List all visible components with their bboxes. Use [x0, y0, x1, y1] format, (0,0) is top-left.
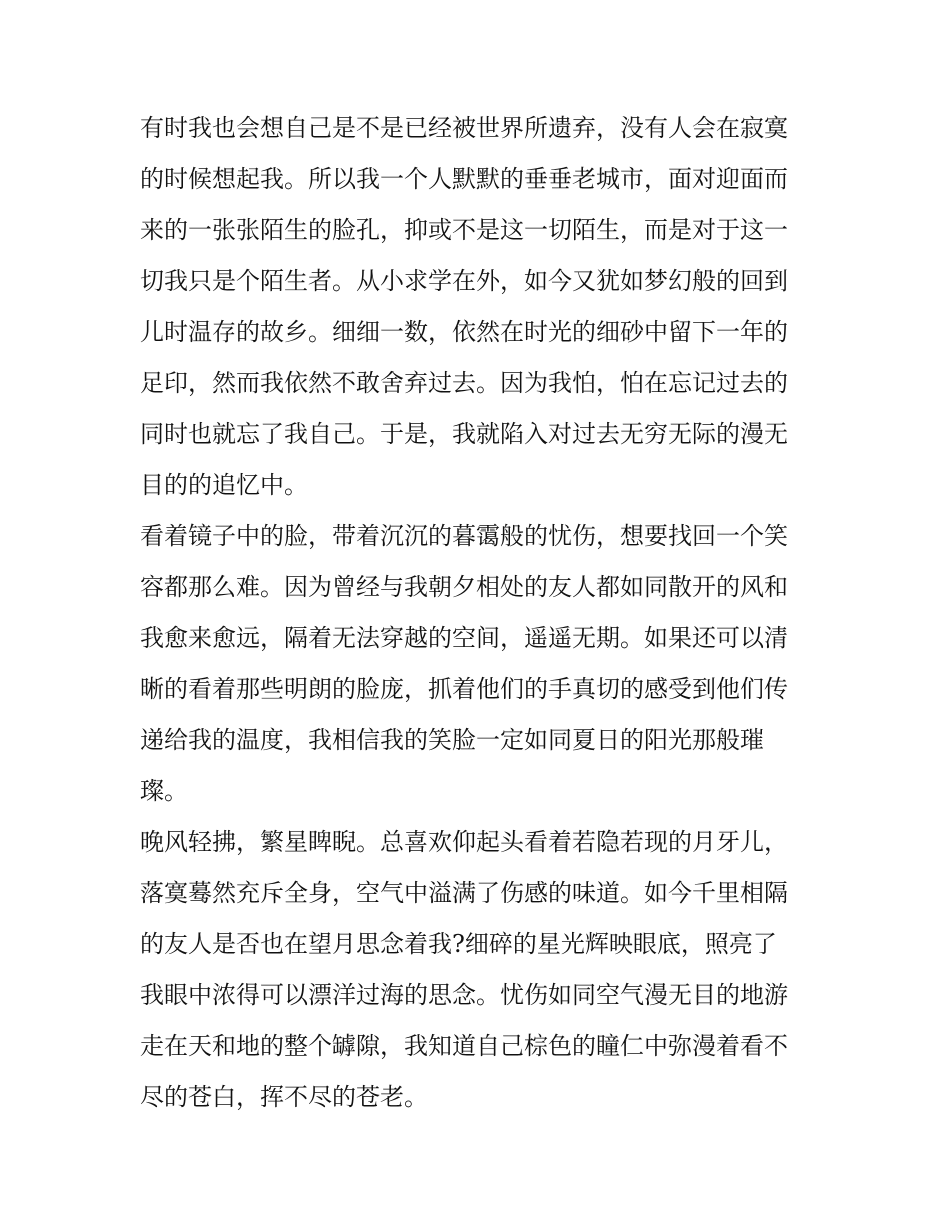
text-line: 切我只是个陌生者。从小求学在外，如今又犹如梦幻般的回到	[140, 267, 788, 295]
text-line: 的时候想起我。所以我一个人默默的垂垂老城市，面对迎面而	[140, 165, 788, 193]
text-line: 足印，然而我依然不敢舍弃过去。因为我怕，怕在忘记过去的	[140, 369, 788, 397]
text-line: 晰的看着那些明朗的脸庞，抓着他们的手真切的感受到他们传	[140, 675, 788, 703]
text-line: 璨。	[140, 777, 188, 805]
text-line: 目的的追忆中。	[140, 471, 308, 499]
text-line: 走在天和地的整个罅隙，我知道自己棕色的瞳仁中弥漫着看不	[140, 1032, 788, 1060]
paragraph-2	[140, 511, 820, 817]
text-line: 的友人是否也在望月思念着我?细碎的星光辉映眼底，照亮了	[140, 930, 777, 958]
text-line: 落寞蓦然充斥全身，空气中溢满了伤感的味道。如今千里相隔	[140, 879, 788, 907]
text-line: 来的一张张陌生的脸孔，抑或不是这一切陌生，而是对于这一	[140, 216, 788, 244]
document-body	[140, 103, 820, 1123]
text-line: 看着镜子中的脸，带着沉沉的暮霭般的忧伤，想要找回一个笑	[140, 522, 788, 550]
text-line: 我眼中浓得可以漂洋过海的思念。忧伤如同空气漫无目的地游	[140, 981, 788, 1009]
text-line: 有时我也会想自己是不是已经被世界所遗弃，没有人会在寂寞	[140, 114, 788, 142]
text-line: 晚风轻拂，繁星睥睨。总喜欢仰起头看着若隐若现的月牙儿，	[140, 828, 788, 856]
text-line: 容都那么难。因为曾经与我朝夕相处的友人都如同散开的风和	[140, 573, 788, 601]
paragraph-1	[140, 103, 820, 511]
text-line: 尽的苍白，挥不尽的苍老。	[140, 1083, 428, 1111]
text-line: 同时也就忘了我自己。于是，我就陷入对过去无穷无际的漫无	[140, 420, 788, 448]
paragraph-3	[140, 817, 820, 1123]
text-line: 我愈来愈远，隔着无法穿越的空间，遥遥无期。如果还可以清	[140, 624, 788, 652]
text-line: 儿时温存的故乡。细细一数，依然在时光的细砂中留下一年的	[140, 318, 788, 346]
text-line: 递给我的温度，我相信我的笑脸一定如同夏日的阳光那般璀	[140, 726, 764, 754]
